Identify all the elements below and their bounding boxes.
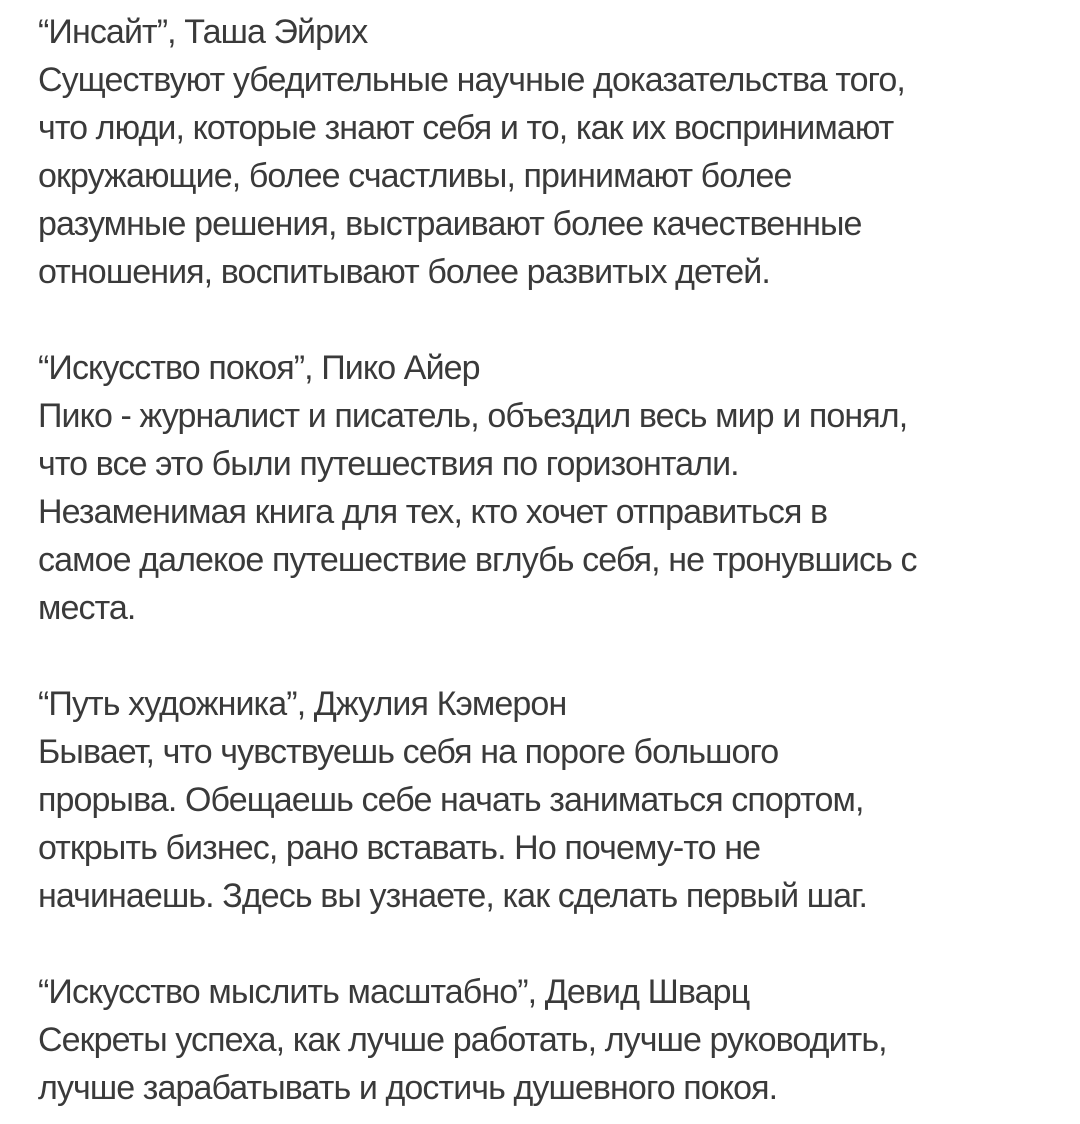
book-title: “Путь художника”, Джулия Кэмерон: [38, 685, 567, 723]
book-list: [38, 8, 1048, 1112]
description-line: Незаменимая книга для тех, кто хочет отправиться в: [38, 493, 828, 531]
book-title: “Искусство мыслить масштабно”, Девид Шварц: [38, 973, 750, 1011]
description-line: Бывает, что чувствуешь себя на пороге большого: [38, 733, 779, 771]
book-entry-magic-of-thinking-big: [38, 968, 1048, 1112]
description-line: Существуют убедительные научные доказательства того,: [38, 61, 905, 99]
description-line: прорыва. Обещаешь себе начать заниматься спортом,: [38, 781, 864, 819]
description-line: разумные решения, выстраивают более качественные: [38, 205, 862, 243]
description-line: открыть бизнес, рано вставать. Но почему-то не: [38, 829, 761, 867]
book-title: “Инсайт”, Таша Эйрих: [38, 13, 368, 51]
description-line: что все это были путешествия по горизонтали.: [38, 445, 739, 483]
book-title: “Искусство покоя”, Пико Айер: [38, 349, 480, 387]
description-line: что люди, которые знают себя и то, как их воспринимают: [38, 109, 894, 147]
book-entry-art-of-stillness: [38, 344, 1048, 632]
description-line: Пико - журналист и писатель, объездил весь мир и понял,: [38, 397, 908, 435]
description-line: лучше зарабатывать и достичь душевного покоя.: [38, 1069, 778, 1107]
book-entry-artists-way: [38, 680, 1048, 920]
description-line: окружающие, более счастливы, принимают более: [38, 157, 792, 195]
description-line: самое далекое путешествие вглубь себя, не тронувшись с: [38, 541, 917, 579]
description-line: отношения, воспитывают более развитых детей.: [38, 253, 770, 291]
description-line: начинаешь. Здесь вы узнаете, как сделать первый шаг.: [38, 877, 868, 915]
description-line: Секреты успеха, как лучше работать, лучше руководить,: [38, 1021, 887, 1059]
book-entry-insight: [38, 8, 1048, 296]
description-line: места.: [38, 589, 136, 627]
